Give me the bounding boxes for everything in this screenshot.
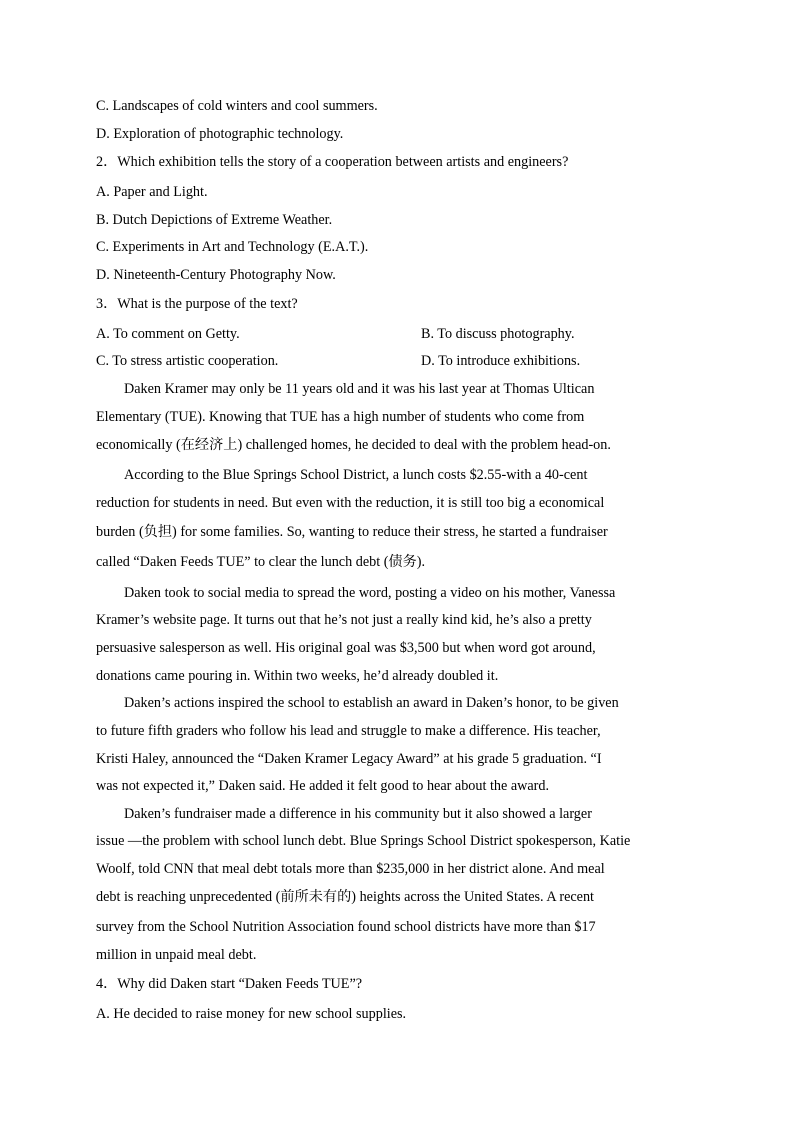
q2-option-c: C. Experiments in Art and Technology (E.A.T.). xyxy=(96,239,369,255)
q2-stem: 2．Which exhibition tells the story of a cooperation between artists and engineers? xyxy=(96,154,569,170)
passage-p2-line: called “Daken Feeds TUE” to clear the lunch debt (债务). xyxy=(96,554,426,570)
q1-option-d: D. Exploration of photographic technology. xyxy=(96,126,344,142)
passage-p5-line: Daken’s fundraiser made a difference in his community but it also showed a larger xyxy=(124,806,592,822)
q2-option-b: B. Dutch Depictions of Extreme Weather. xyxy=(96,212,333,228)
q4-stem: 4．Why did Daken start “Daken Feeds TUE”? xyxy=(96,976,363,992)
q1-option-c: C. Landscapes of cold winters and cool summers. xyxy=(96,98,378,114)
passage-p5-line: debt is reaching unprecedented (前所未有的) heights across the United States. A recent xyxy=(96,889,594,905)
passage-p3-line: donations came pouring in. Within two weeks, he’d already doubled it. xyxy=(96,668,499,684)
passage-p5-line: survey from the School Nutrition Association found school districts have more than $17 xyxy=(96,919,596,935)
passage-p3-line: Kramer’s website page. It turns out that he’s not just a really kind kid, he’s also a pretty xyxy=(96,612,592,628)
q2-option-a: A. Paper and Light. xyxy=(96,184,208,200)
passage-p1-line: Elementary (TUE). Knowing that TUE has a high number of students who come from xyxy=(96,409,585,425)
passage-p4-line: Daken’s actions inspired the school to establish an award in Daken’s honor, to be given xyxy=(124,695,619,711)
passage-p3-line: Daken took to social media to spread the word, posting a video on his mother, Vanessa xyxy=(124,585,616,601)
passage-p2-line: According to the Blue Springs School District, a lunch costs $2.55-with a 40-cent xyxy=(124,467,588,483)
passage-p4-line: to future fifth graders who follow his lead and struggle to make a difference. His teacher, xyxy=(96,723,601,739)
passage-p1-line: economically (在经济上) challenged homes, he decided to deal with the problem head-on. xyxy=(96,437,611,453)
passage-p2-line: burden (负担) for some families. So, wanting to reduce their stress, he started a fundraiser xyxy=(96,524,608,540)
passage-p2-line: reduction for students in need. But even with the reduction, it is still too big a economical xyxy=(96,495,605,511)
q4-option-a: A. He decided to raise money for new school supplies. xyxy=(96,1006,407,1022)
q3-option-c: C. To stress artistic cooperation. xyxy=(96,353,279,369)
q3-stem: 3．What is the purpose of the text? xyxy=(96,296,298,312)
q3-option-a: A. To comment on Getty. xyxy=(96,326,240,342)
q3-option-b: B. To discuss photography. xyxy=(421,326,575,342)
passage-p5-line: issue —the problem with school lunch debt. Blue Springs School District spokesperson, Katie xyxy=(96,833,631,849)
passage-p5-line: million in unpaid meal debt. xyxy=(96,947,257,963)
passage-p4-line: was not expected it,” Daken said. He added it felt good to hear about the award. xyxy=(96,778,550,794)
passage-p3-line: persuasive salesperson as well. His original goal was $3,500 but when word got around, xyxy=(96,640,596,656)
q2-option-d: D. Nineteenth-Century Photography Now. xyxy=(96,267,336,283)
q3-option-d: D. To introduce exhibitions. xyxy=(421,353,581,369)
passage-p5-line: Woolf, told CNN that meal debt totals more than $235,000 in her district alone. And meal xyxy=(96,861,605,877)
passage-p1-line: Daken Kramer may only be 11 years old and it was his last year at Thomas Ultican xyxy=(124,381,595,397)
passage-p4-line: Kristi Haley, announced the “Daken Kramer Legacy Award” at his grade 5 graduation. “I xyxy=(96,751,602,767)
